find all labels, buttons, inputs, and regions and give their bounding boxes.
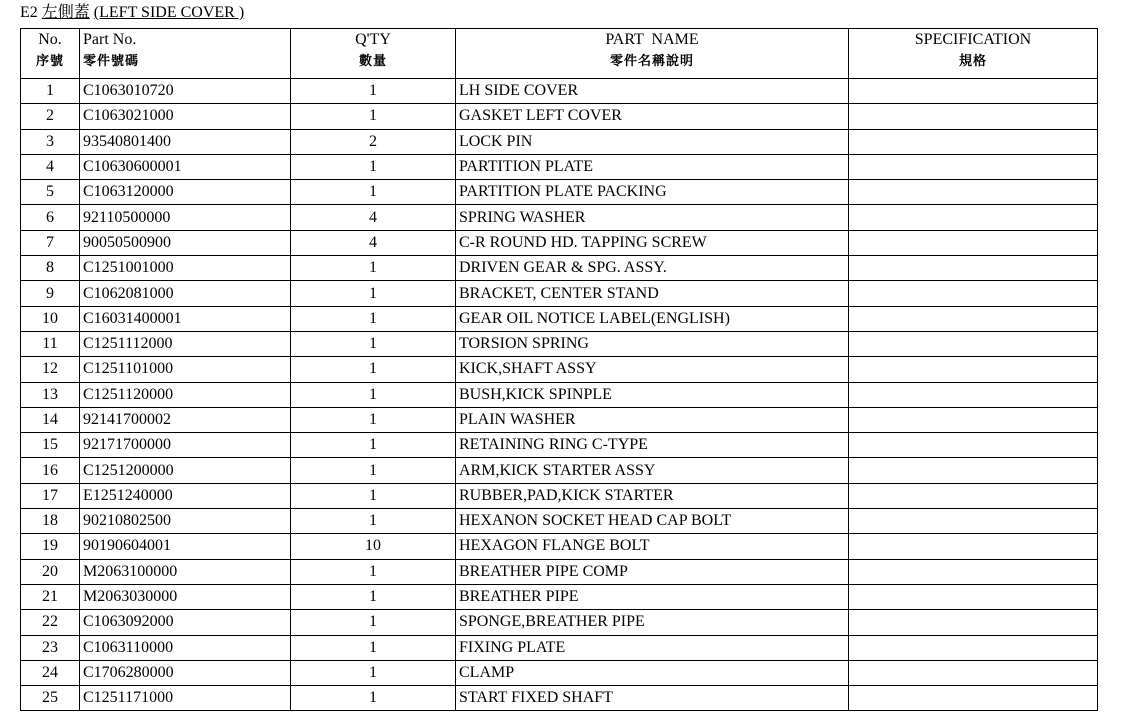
cell-part-name: DRIVEN GEAR & SPG. ASSY. xyxy=(456,256,849,281)
cell-part-name: FIXING PLATE xyxy=(456,635,849,660)
cell-qty: 1 xyxy=(291,331,456,356)
cell-qty: 1 xyxy=(291,483,456,508)
cell-specification xyxy=(849,509,1098,534)
table-row xyxy=(21,180,1098,205)
cell-part-no: C1251200000 xyxy=(80,458,291,483)
cell-qty: 1 xyxy=(291,610,456,635)
header-part-no xyxy=(80,29,291,79)
cell-no: 8 xyxy=(21,256,80,281)
cell-specification xyxy=(849,129,1098,154)
cell-part-name: BUSH,KICK SPINPLE xyxy=(456,382,849,407)
cell-part-name: RUBBER,PAD,KICK STARTER xyxy=(456,483,849,508)
cell-part-name: GEAR OIL NOTICE LABEL(ENGLISH) xyxy=(456,306,849,331)
cell-part-no: C16031400001 xyxy=(80,306,291,331)
cell-no: 11 xyxy=(21,331,80,356)
header-part-name-cn: 零件名稱說明 xyxy=(609,54,694,69)
table-row xyxy=(21,534,1098,559)
cell-specification xyxy=(849,79,1098,104)
cell-specification xyxy=(849,433,1098,458)
cell-part-name: TORSION SPRING xyxy=(456,331,849,356)
cell-no: 17 xyxy=(21,483,80,508)
cell-part-no: C1063120000 xyxy=(80,180,291,205)
cell-part-no: C1251101000 xyxy=(80,357,291,382)
cell-qty: 1 xyxy=(291,433,456,458)
header-qty-cn: 數量 xyxy=(358,54,387,69)
cell-specification xyxy=(849,256,1098,281)
section-code: E2 xyxy=(20,4,38,21)
cell-specification xyxy=(849,559,1098,584)
cell-part-name: PARTITION PLATE PACKING xyxy=(456,180,849,205)
cell-part-name: CLAMP xyxy=(456,660,849,685)
cell-specification xyxy=(849,483,1098,508)
cell-part-no: C1706280000 xyxy=(80,660,291,685)
header-part-no-cn: 零件號碼 xyxy=(83,54,140,69)
cell-specification xyxy=(849,382,1098,407)
cell-no: 20 xyxy=(21,559,80,584)
cell-part-no: C1063010720 xyxy=(80,79,291,104)
cell-no: 21 xyxy=(21,584,80,609)
table-row xyxy=(21,559,1098,584)
table-row xyxy=(21,433,1098,458)
cell-specification xyxy=(849,205,1098,230)
table-row xyxy=(21,382,1098,407)
header-part-no-en: Part No. xyxy=(83,31,137,48)
cell-specification xyxy=(849,230,1098,255)
table-row xyxy=(21,306,1098,331)
cell-specification xyxy=(849,306,1098,331)
cell-no: 2 xyxy=(21,104,80,129)
cell-part-no: C1251171000 xyxy=(80,686,291,711)
cell-qty: 4 xyxy=(291,205,456,230)
table-row xyxy=(21,129,1098,154)
cell-specification xyxy=(849,180,1098,205)
cell-qty: 10 xyxy=(291,534,456,559)
cell-part-no: M2063100000 xyxy=(80,559,291,584)
table-row xyxy=(21,686,1098,711)
table-row xyxy=(21,256,1098,281)
cell-specification xyxy=(849,407,1098,432)
cell-no: 12 xyxy=(21,357,80,382)
cell-specification xyxy=(849,281,1098,306)
cell-no: 6 xyxy=(21,205,80,230)
cell-part-name: BREATHER PIPE COMP xyxy=(456,559,849,584)
header-qty-en: Q'TY xyxy=(355,31,391,48)
cell-specification xyxy=(849,660,1098,685)
header-qty xyxy=(291,29,456,79)
cell-part-name: BREATHER PIPE xyxy=(456,584,849,609)
cell-part-no: C1251112000 xyxy=(80,331,291,356)
table-body xyxy=(21,79,1098,711)
table-row xyxy=(21,407,1098,432)
cell-specification xyxy=(849,534,1098,559)
cell-part-name: PARTITION PLATE xyxy=(456,154,849,179)
cell-part-name: RETAINING RING C-TYPE xyxy=(456,433,849,458)
table-row xyxy=(21,509,1098,534)
cell-part-name: LOCK PIN xyxy=(456,129,849,154)
section-title-en: (LEFT SIDE COVER ) xyxy=(93,4,245,21)
cell-part-name: SPONGE,BREATHER PIPE xyxy=(456,610,849,635)
cell-part-name: LH SIDE COVER xyxy=(456,79,849,104)
table-row xyxy=(21,281,1098,306)
cell-specification xyxy=(849,357,1098,382)
header-part-name-en: PART NAME xyxy=(605,31,699,48)
cell-part-no: 92110500000 xyxy=(80,205,291,230)
cell-specification xyxy=(849,584,1098,609)
cell-qty: 4 xyxy=(291,230,456,255)
cell-part-no: 93540801400 xyxy=(80,129,291,154)
cell-part-name: HEXANON SOCKET HEAD CAP BOLT xyxy=(456,509,849,534)
cell-qty: 1 xyxy=(291,660,456,685)
cell-part-name: ARM,KICK STARTER ASSY xyxy=(456,458,849,483)
cell-no: 9 xyxy=(21,281,80,306)
cell-no: 7 xyxy=(21,230,80,255)
cell-no: 16 xyxy=(21,458,80,483)
cell-part-name: BRACKET, CENTER STAND xyxy=(456,281,849,306)
cell-no: 13 xyxy=(21,382,80,407)
cell-part-name: GASKET LEFT COVER xyxy=(456,104,849,129)
cell-qty: 1 xyxy=(291,686,456,711)
cell-part-no: E1251240000 xyxy=(80,483,291,508)
cell-part-name: PLAIN WASHER xyxy=(456,407,849,432)
table-row xyxy=(21,635,1098,660)
cell-no: 10 xyxy=(21,306,80,331)
cell-specification xyxy=(849,610,1098,635)
cell-specification xyxy=(849,686,1098,711)
cell-specification xyxy=(849,104,1098,129)
table-row xyxy=(21,79,1098,104)
cell-no: 14 xyxy=(21,407,80,432)
cell-qty: 1 xyxy=(291,635,456,660)
table-header xyxy=(21,29,1098,79)
cell-part-name: HEXAGON FLANGE BOLT xyxy=(456,534,849,559)
cell-qty: 1 xyxy=(291,584,456,609)
cell-no: 3 xyxy=(21,129,80,154)
cell-no: 5 xyxy=(21,180,80,205)
section-title-cn: 左側蓋 xyxy=(41,4,90,21)
cell-part-name: SPRING WASHER xyxy=(456,205,849,230)
cell-qty: 1 xyxy=(291,180,456,205)
header-spec-en: SPECIFICATION xyxy=(914,31,1032,48)
cell-no: 25 xyxy=(21,686,80,711)
cell-part-no: 92171700000 xyxy=(80,433,291,458)
cell-part-no: C1063110000 xyxy=(80,635,291,660)
cell-qty: 1 xyxy=(291,154,456,179)
cell-specification xyxy=(849,154,1098,179)
cell-qty: 1 xyxy=(291,104,456,129)
cell-part-name: START FIXED SHAFT xyxy=(456,686,849,711)
cell-no: 19 xyxy=(21,534,80,559)
header-no xyxy=(21,29,80,79)
header-row xyxy=(21,29,1098,79)
cell-part-no: 90190604001 xyxy=(80,534,291,559)
cell-qty: 1 xyxy=(291,281,456,306)
table-row xyxy=(21,483,1098,508)
cell-qty: 1 xyxy=(291,306,456,331)
cell-part-name: KICK,SHAFT ASSY xyxy=(456,357,849,382)
table-row xyxy=(21,230,1098,255)
cell-part-no: 90210802500 xyxy=(80,509,291,534)
cell-specification xyxy=(849,458,1098,483)
cell-qty: 1 xyxy=(291,79,456,104)
table-row xyxy=(21,610,1098,635)
cell-part-name: C-R ROUND HD. TAPPING SCREW xyxy=(456,230,849,255)
table-row xyxy=(21,104,1098,129)
cell-qty: 1 xyxy=(291,357,456,382)
header-part-name xyxy=(456,29,849,79)
cell-qty: 1 xyxy=(291,382,456,407)
cell-no: 22 xyxy=(21,610,80,635)
cell-part-no: C1063021000 xyxy=(80,104,291,129)
cell-part-no: C1251120000 xyxy=(80,382,291,407)
parts-table xyxy=(20,28,1098,711)
cell-no: 15 xyxy=(21,433,80,458)
cell-qty: 1 xyxy=(291,256,456,281)
cell-specification xyxy=(849,331,1098,356)
table-row xyxy=(21,154,1098,179)
cell-no: 18 xyxy=(21,509,80,534)
table-row xyxy=(21,584,1098,609)
cell-part-no: C10630600001 xyxy=(80,154,291,179)
cell-qty: 1 xyxy=(291,407,456,432)
header-spec-cn: 規格 xyxy=(958,54,987,69)
cell-no: 4 xyxy=(21,154,80,179)
cell-part-no: C1063092000 xyxy=(80,610,291,635)
cell-qty: 1 xyxy=(291,509,456,534)
cell-part-no: 90050500900 xyxy=(80,230,291,255)
table-row xyxy=(21,660,1098,685)
cell-qty: 1 xyxy=(291,458,456,483)
header-specification xyxy=(849,29,1098,79)
cell-qty: 1 xyxy=(291,559,456,584)
header-no-en: No. xyxy=(38,31,62,48)
table-row xyxy=(21,357,1098,382)
cell-no: 1 xyxy=(21,79,80,104)
cell-no: 23 xyxy=(21,635,80,660)
cell-no: 24 xyxy=(21,660,80,685)
header-no-cn: 序號 xyxy=(35,54,64,69)
cell-part-no: 92141700002 xyxy=(80,407,291,432)
cell-specification xyxy=(849,635,1098,660)
table-row xyxy=(21,205,1098,230)
table-row xyxy=(21,331,1098,356)
cell-part-no: C1062081000 xyxy=(80,281,291,306)
table-row xyxy=(21,458,1098,483)
page-title xyxy=(20,3,244,23)
cell-qty: 2 xyxy=(291,129,456,154)
cell-part-no: C1251001000 xyxy=(80,256,291,281)
cell-part-no: M2063030000 xyxy=(80,584,291,609)
